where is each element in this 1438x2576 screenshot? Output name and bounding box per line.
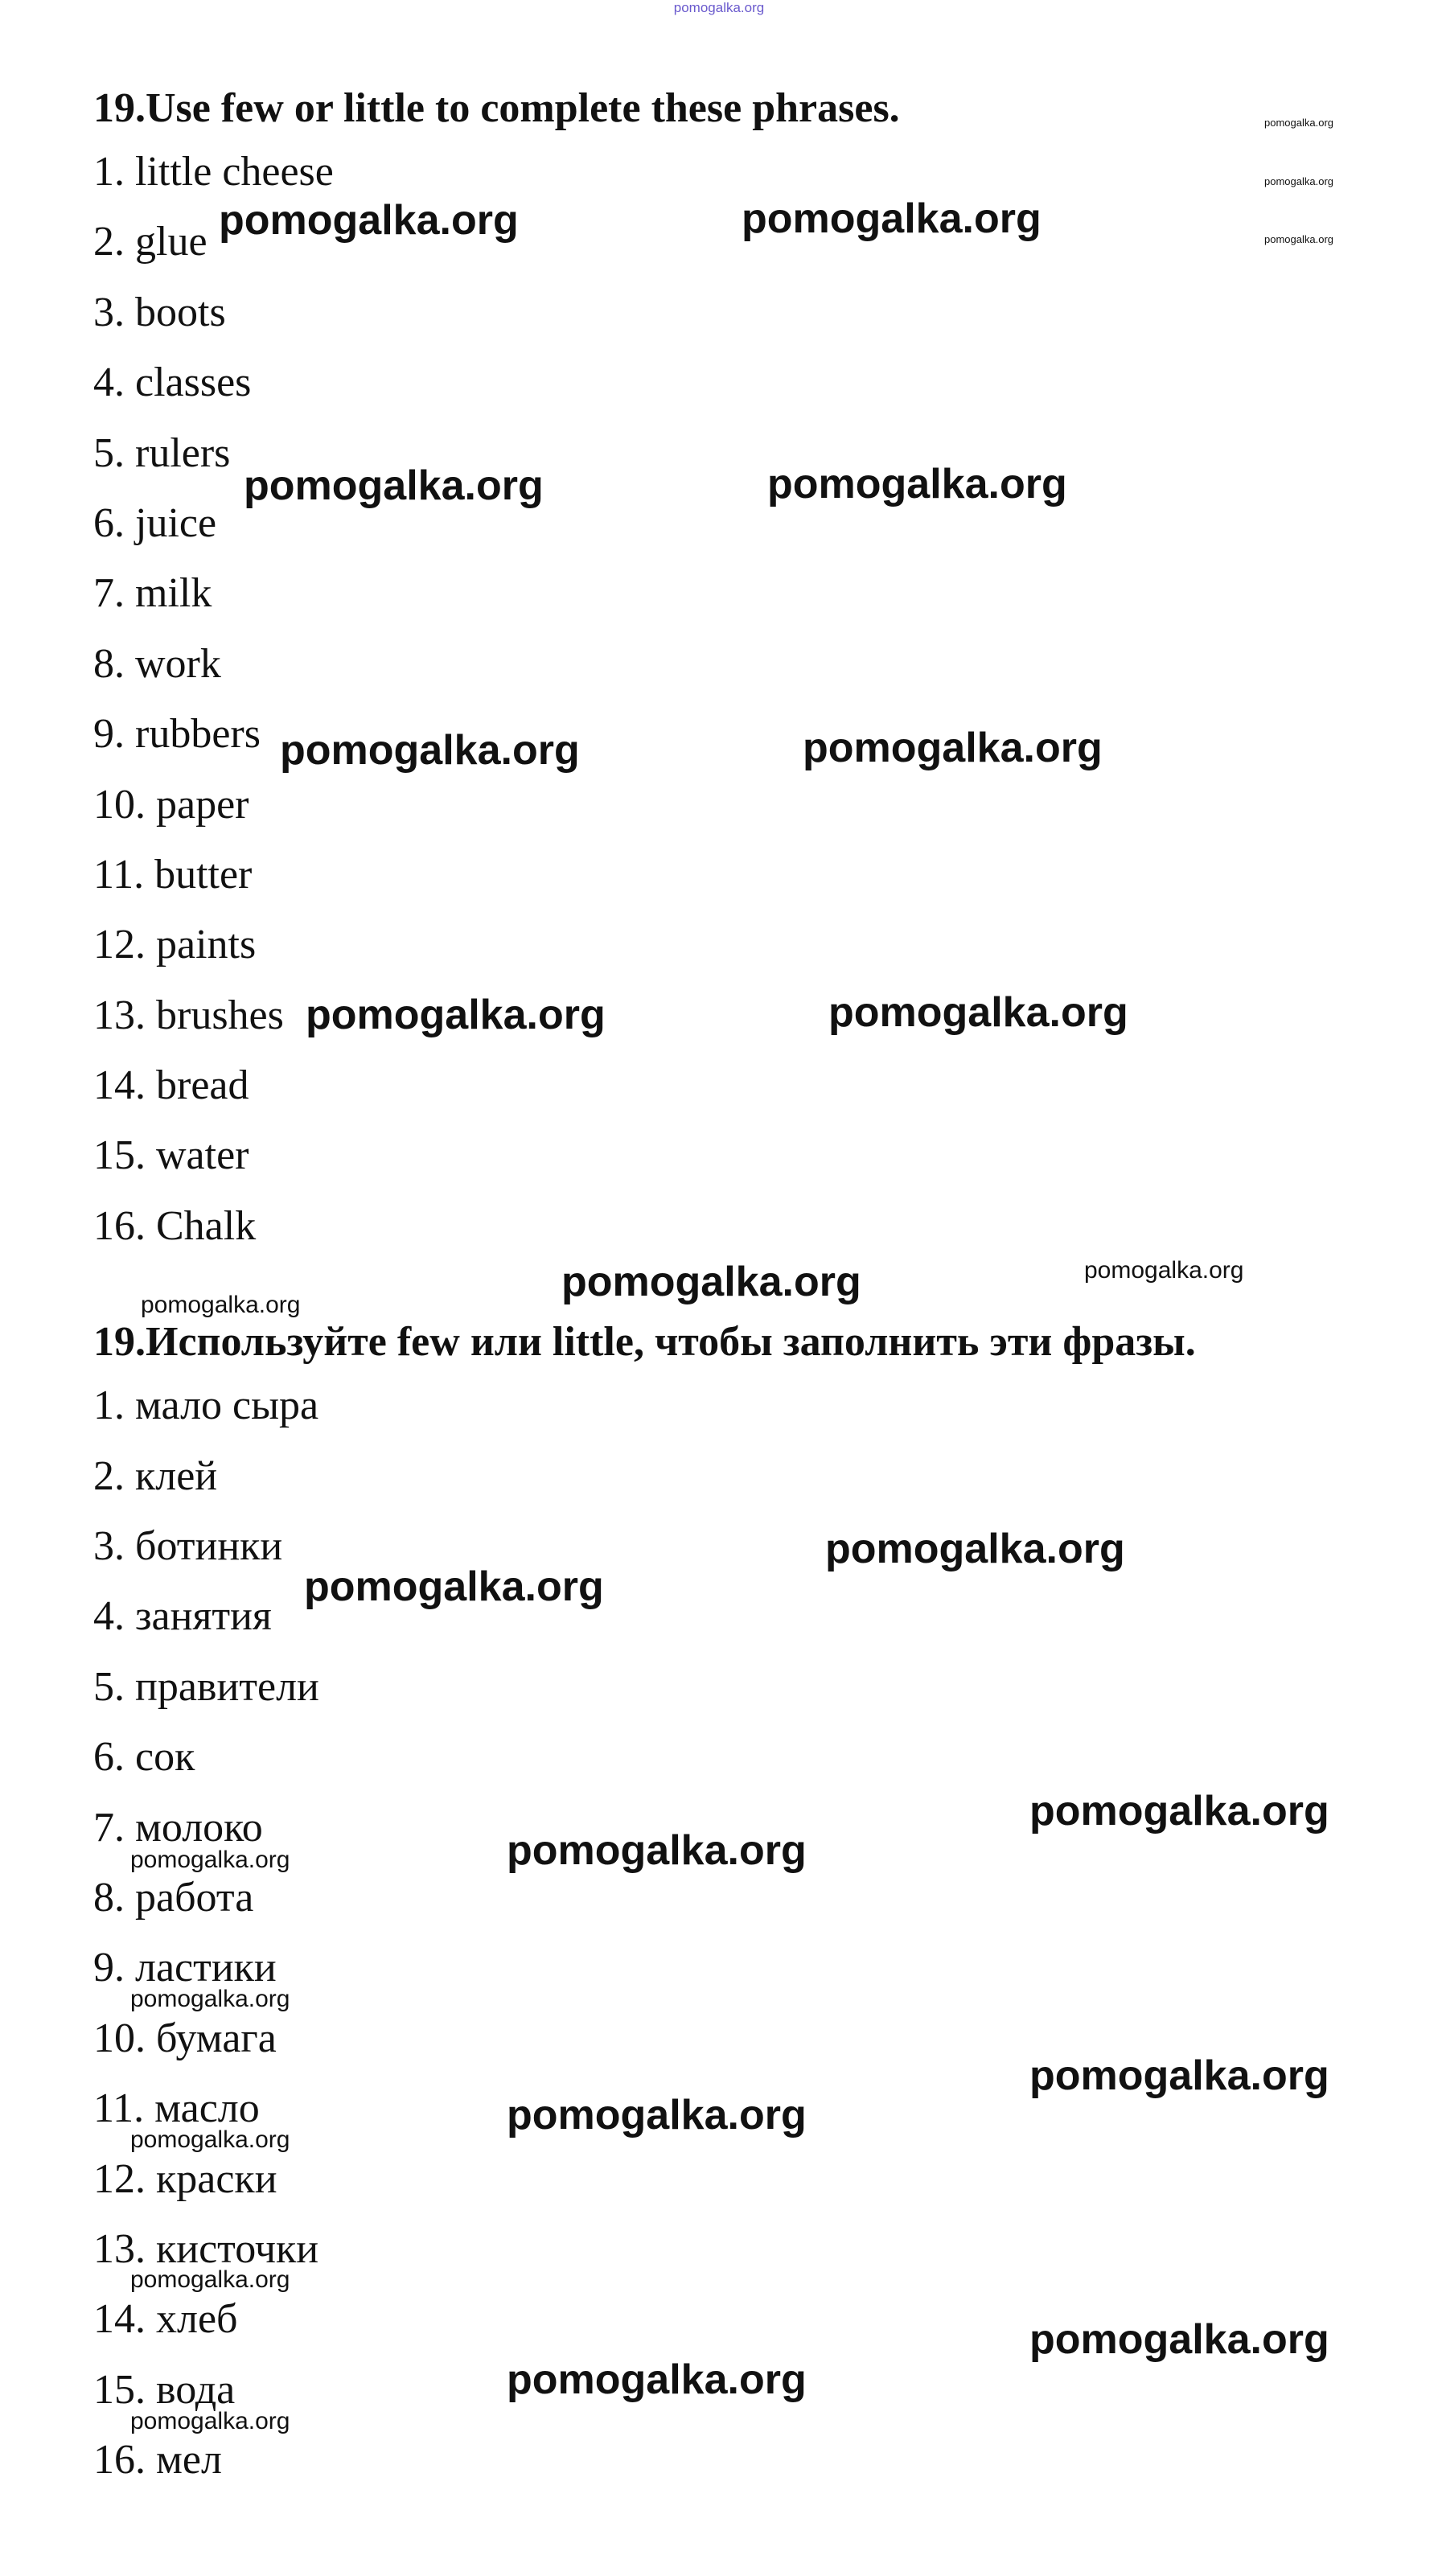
list-item: 6. juice	[93, 499, 217, 546]
watermark: pomogalka.org	[828, 989, 1128, 1036]
list-item: 10. paper	[93, 781, 249, 828]
watermark: pomogalka.org	[219, 197, 519, 244]
watermark: pomogalka.org	[304, 1563, 604, 1610]
list-item: 5. правители	[93, 1663, 319, 1710]
list-item: 3. boots	[93, 289, 226, 335]
list-item: 16. Chalk	[93, 1202, 257, 1249]
list-item: 13. кисточки	[93, 2225, 319, 2272]
english-phrase-list	[93, 137, 1348, 1261]
watermark: pomogalka.org	[130, 1986, 290, 2012]
list-item: 8. работа	[93, 1874, 254, 1921]
list-item: 12. краски	[93, 2155, 277, 2202]
watermark: pomogalka.org	[1264, 117, 1333, 129]
list-item: 9. ластики	[93, 1945, 277, 1991]
list-item: 9. rubbers	[93, 711, 261, 758]
list-item: 15. water	[93, 1132, 249, 1179]
list-item: 1. little cheese	[93, 149, 334, 195]
watermark: pomogalka.org	[507, 1827, 807, 1874]
list-item: 3. ботинки	[93, 1523, 283, 1570]
watermark: pomogalka.org	[1084, 1257, 1244, 1284]
watermark: pomogalka.org	[1264, 233, 1333, 245]
watermark: pomogalka.org	[130, 2266, 290, 2293]
list-item: 2. glue	[93, 219, 207, 265]
watermark: pomogalka.org	[280, 727, 580, 774]
list-item: 4. занятия	[93, 1593, 272, 1640]
list-item: 5. rulers	[93, 429, 231, 476]
exercise-heading-english: 19.Use few or little to complete these phrases.	[93, 85, 900, 131]
watermark: pomogalka.org	[803, 725, 1103, 771]
watermark: pomogalka.org	[561, 1259, 861, 1305]
watermark: pomogalka.org	[306, 992, 606, 1038]
list-item: 8. work	[93, 640, 221, 687]
list-item: 7. milk	[93, 570, 212, 617]
list-item: 10. бумага	[93, 2015, 277, 2061]
watermark: pomogalka.org	[507, 2092, 807, 2138]
list-item: 14. хлеб	[93, 2296, 238, 2343]
list-item: 11. butter	[93, 851, 253, 898]
watermark: pomogalka.org	[742, 195, 1042, 242]
watermark: pomogalka.org	[130, 2408, 290, 2434]
list-item: 1. мало сыра	[93, 1382, 319, 1429]
watermark: pomogalka.org	[825, 1526, 1125, 1572]
list-item: 4. classes	[93, 359, 252, 406]
list-item: 12. paints	[93, 922, 257, 968]
watermark: pomogalka.org	[244, 462, 544, 509]
list-item: 11. масло	[93, 2085, 260, 2132]
watermark: pomogalka.org	[130, 1847, 290, 1873]
watermark: pomogalka.org	[767, 461, 1067, 507]
watermark: pomogalka.org	[1029, 1788, 1329, 1834]
watermark: pomogalka.org	[141, 1292, 301, 1318]
watermark: pomogalka.org	[130, 2126, 290, 2153]
watermark: pomogalka.org	[507, 2356, 807, 2403]
list-item: 16. мел	[93, 2437, 222, 2484]
list-item: 7. молоко	[93, 1804, 263, 1851]
list-item: 13. brushes	[93, 992, 284, 1038]
watermark: pomogalka.org	[1029, 2052, 1329, 2099]
exercise-heading-russian: 19.Используйте few или little, чтобы заполнить эти фразы.	[93, 1319, 1196, 1366]
list-item: 15. вода	[93, 2366, 236, 2413]
list-item: 2. клей	[93, 1452, 218, 1499]
list-item: 6. сок	[93, 1734, 195, 1781]
watermark: pomogalka.org	[1264, 175, 1333, 187]
watermark: pomogalka.org	[1029, 2316, 1329, 2363]
site-watermark-top: pomogalka.org	[673, 0, 765, 15]
list-item: 14. bread	[93, 1062, 249, 1109]
